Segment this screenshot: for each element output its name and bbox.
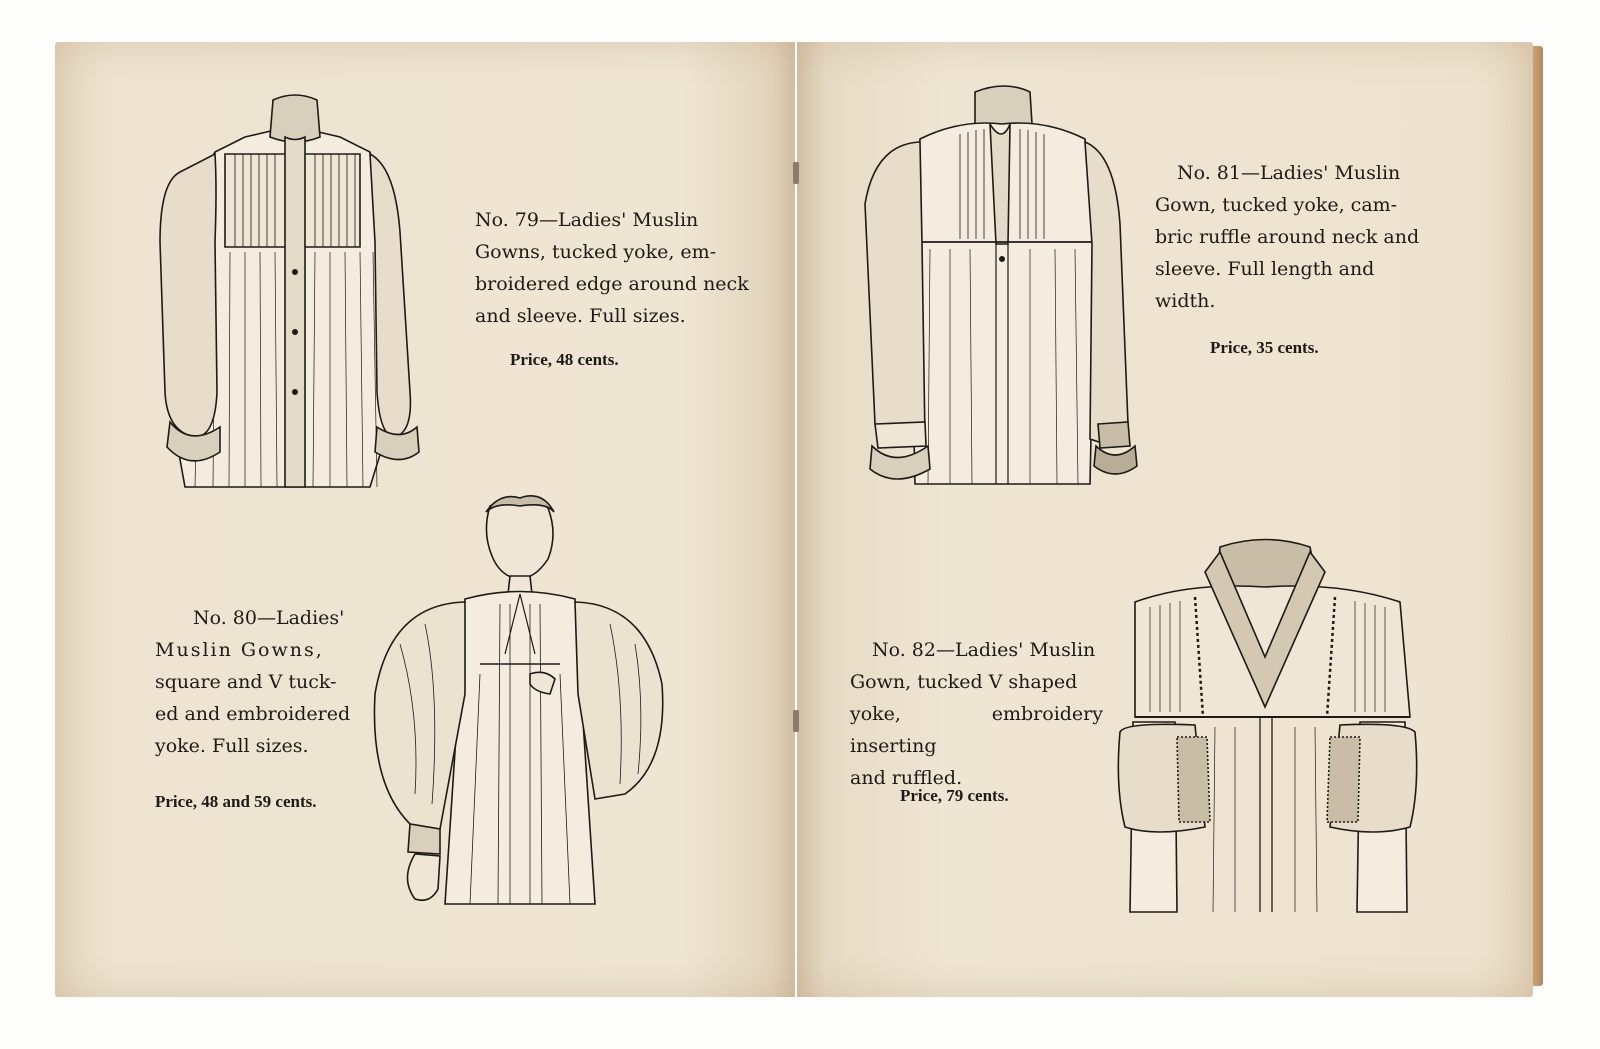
description-line: bric ruffle around neck and: [1155, 226, 1420, 248]
description-line: Gown, tucked V shaped: [850, 671, 1078, 693]
description-line: and ruffled.: [850, 767, 963, 789]
item-82-description: [850, 634, 1103, 794]
description-line: yoke, embroidery inserting: [850, 703, 1103, 757]
description-line: Muslin Gowns,: [155, 639, 324, 661]
description-line: No. 79—Ladies' Muslin: [475, 209, 699, 231]
description-line: No. 82—Ladies' Muslin: [872, 639, 1096, 661]
item-82-price: Price, 79 cents.: [900, 786, 1009, 805]
item-79-description: [475, 204, 760, 332]
staple: [793, 162, 799, 184]
item-80-description: [155, 602, 351, 762]
gown-80-illustration: [370, 494, 670, 914]
gown-82-illustration: [1115, 537, 1420, 917]
description-line: broidered edge around neck: [475, 273, 749, 295]
item-81-description: [1155, 157, 1485, 317]
item-79-price: Price, 48 cents.: [510, 350, 619, 369]
description-line: No. 80—Ladies': [193, 607, 345, 629]
description-line: and sleeve. Full sizes.: [475, 305, 686, 327]
gown-79-illustration: [155, 92, 430, 492]
cover-edge: [1533, 46, 1543, 986]
description-line: square and V tuck-: [155, 671, 337, 693]
description-line: No. 81—Ladies' Muslin: [1177, 162, 1401, 184]
description-line: yoke. Full sizes.: [155, 735, 309, 757]
description-line: width.: [1155, 290, 1216, 312]
description-line: Gown, tucked yoke, cam-: [1155, 194, 1398, 216]
item-81-price: Price, 35 cents.: [1210, 338, 1319, 357]
description-line: ed and embroidered: [155, 703, 351, 725]
open-booklet: [55, 42, 1540, 997]
description-line: Gowns, tucked yoke, em-: [475, 241, 717, 263]
item-80-price: Price, 48 and 59 cents.: [155, 792, 317, 811]
description-line: sleeve. Full length and: [1155, 258, 1375, 280]
gown-81-illustration: [850, 84, 1150, 489]
staple: [793, 710, 799, 732]
